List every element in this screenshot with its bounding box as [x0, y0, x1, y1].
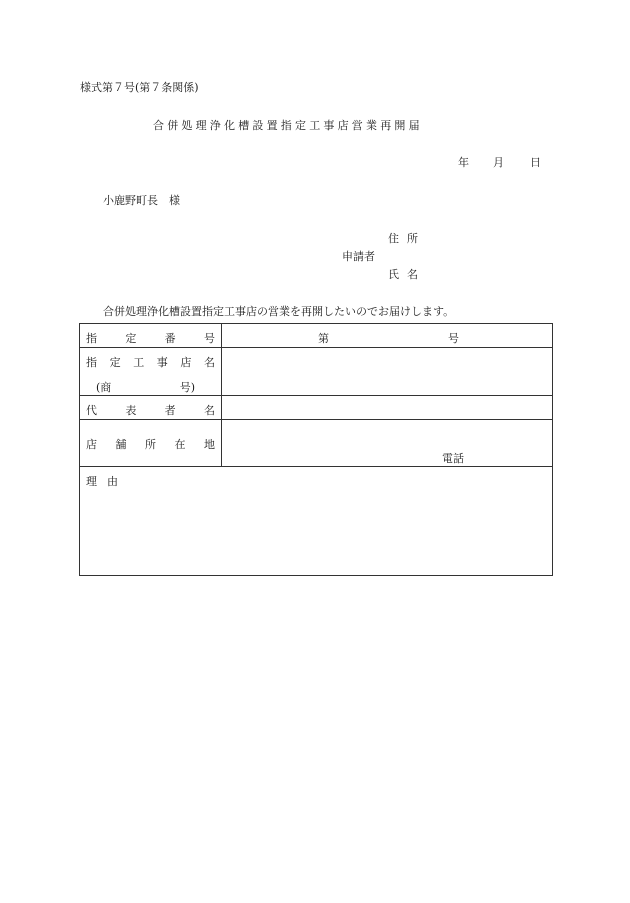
phone-label: 電話: [442, 452, 464, 465]
label-char: 所: [145, 438, 156, 451]
label-char: 店: [180, 356, 192, 369]
applicant-label: 申請者: [342, 250, 375, 263]
label-char: 番: [164, 332, 176, 345]
shop-name-row: [80, 348, 553, 396]
form-title: 合併処理浄化槽設置指定工事店営業再開届: [153, 119, 423, 132]
notice-text: 合併処理浄化槽設置指定工事店の営業を再開したいのでお届けします。: [103, 305, 455, 318]
label-char: 号: [203, 332, 215, 345]
label-char: 名: [203, 404, 215, 417]
label-char: 指: [86, 332, 97, 345]
addressee: 小鹿野町長 様: [103, 194, 180, 207]
label-char: 地: [204, 438, 215, 451]
reason-row: [80, 467, 553, 576]
label-char: 表: [125, 404, 137, 417]
number-prefix: 第: [318, 332, 329, 345]
form-number: 様式第７号(第７条関係): [80, 81, 199, 94]
label-char: 代: [86, 404, 97, 417]
label-char: 在: [174, 438, 186, 451]
application-form-table: [79, 323, 553, 576]
applicant-name-label: 氏名: [388, 268, 426, 281]
label-char: 舗: [115, 438, 127, 451]
label-char: 定: [109, 356, 121, 369]
number-suffix: 号: [448, 332, 459, 345]
designation-number-label: [80, 324, 222, 348]
reason-field[interactable]: [80, 467, 553, 576]
label-char: 者: [164, 404, 176, 417]
label-char: 定: [125, 332, 137, 345]
date-year-label: 年: [458, 156, 469, 169]
designation-number-row: [80, 324, 553, 348]
label-char: 指: [86, 356, 97, 369]
date-month-label: 月: [493, 156, 504, 169]
store-location-field[interactable]: [222, 420, 553, 467]
label-char: 名: [203, 356, 215, 369]
shop-name-field[interactable]: [222, 348, 553, 396]
representative-field[interactable]: [222, 396, 553, 420]
representative-label: [80, 396, 222, 420]
designation-number-field[interactable]: [222, 324, 553, 348]
applicant-address-label: 住所: [388, 232, 426, 245]
label-char: 事: [156, 356, 168, 369]
representative-row: [80, 396, 553, 420]
label-char: 工: [133, 356, 145, 369]
reason-label: 理由: [86, 475, 128, 488]
shop-name-label: [80, 348, 222, 396]
label-char: 店: [86, 438, 97, 451]
store-location-row: [80, 420, 553, 467]
label-char: (商: [96, 381, 112, 394]
date-day-label: 日: [530, 156, 541, 169]
store-location-label: [80, 420, 222, 467]
label-char: 号): [179, 381, 195, 394]
